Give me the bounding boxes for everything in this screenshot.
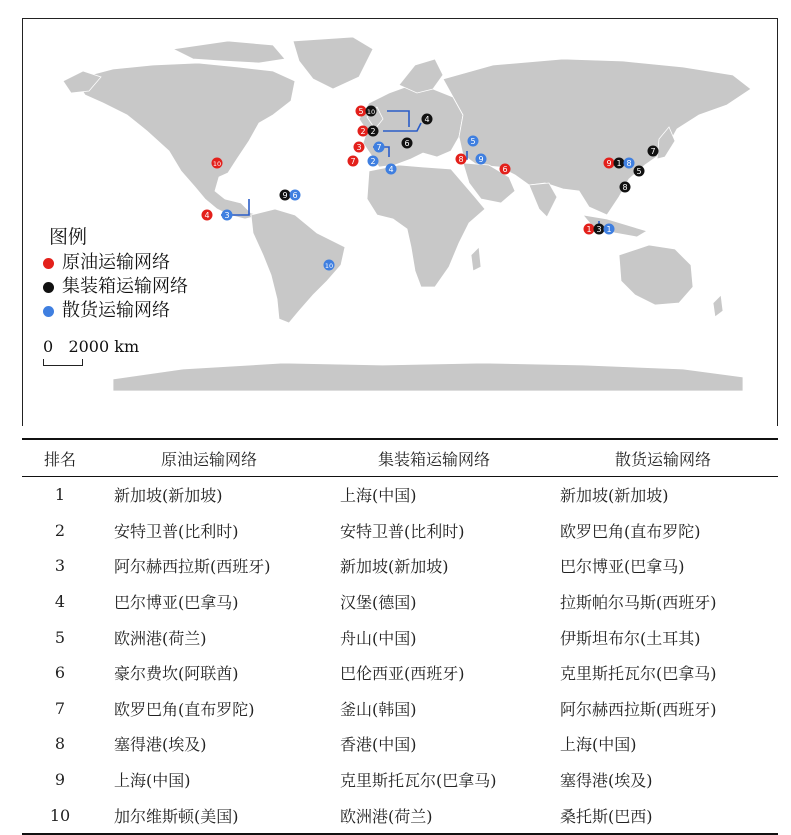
- table-row: [22, 691, 778, 727]
- cell-crude: 安特卫普(比利时): [114, 521, 239, 541]
- marker-rank-label: 2: [370, 157, 376, 166]
- legend-dot-crude: [43, 258, 54, 269]
- marker-rank-label: 1: [616, 159, 622, 168]
- cell-rank: 8: [54, 734, 66, 754]
- land-north-america: [75, 63, 298, 219]
- marker-rank-label: 3: [356, 143, 362, 152]
- marker-crude-9: [604, 158, 615, 169]
- legend-label-container: 集装箱运输网络: [62, 276, 188, 297]
- port-ranking-table: [22, 438, 778, 835]
- marker-container-5: [634, 166, 645, 177]
- marker-rank-label: 10: [366, 108, 376, 116]
- cell-crude: 欧洲港(荷兰): [114, 628, 207, 648]
- table-row: [22, 548, 778, 584]
- cell-crude: 豪尔费坎(阿联酋): [114, 664, 239, 684]
- marker-rank-label: 7: [350, 157, 356, 166]
- marker-container-3: [594, 224, 605, 235]
- marker-rank-label: 2: [370, 127, 376, 136]
- cell-rank: 1: [54, 485, 66, 505]
- cell-container: 舟山(中国): [340, 628, 417, 648]
- marker-rank-label: 6: [404, 139, 410, 148]
- legend-label-crude: 原油运输网络: [62, 252, 170, 273]
- marker-bulk-10: [324, 260, 335, 271]
- land-australia: [619, 245, 693, 305]
- header-crude: 原油运输网络: [160, 449, 257, 469]
- header-rank: 排名: [43, 449, 76, 469]
- table-body: [22, 477, 778, 834]
- cell-container: 香港(中国): [340, 735, 417, 755]
- marker-crude-2: [358, 126, 369, 137]
- cell-rank: 3: [54, 556, 66, 576]
- cell-bulk: 巴尔博亚(巴拿马): [560, 557, 685, 577]
- cell-container: 上海(中国): [340, 486, 417, 506]
- land-india: [529, 183, 557, 217]
- cell-crude: 新加坡(新加坡): [114, 486, 223, 506]
- marker-rank-label: 1: [586, 225, 592, 234]
- cell-rank: 5: [54, 627, 66, 647]
- scale-bar: [43, 337, 139, 356]
- marker-container-8: [620, 182, 631, 193]
- table-header-row: [22, 439, 778, 477]
- marker-crude-8: [456, 154, 467, 165]
- cell-crude: 塞得港(埃及): [114, 735, 207, 755]
- world-map-canvas: [23, 19, 779, 427]
- land-greenland: [293, 37, 373, 89]
- marker-container-7: [648, 146, 659, 157]
- marker-bulk-4: [386, 164, 397, 175]
- legend-item-bulk: [41, 299, 188, 323]
- marker-rank-label: 1: [606, 225, 612, 234]
- header-container: 集装箱运输网络: [377, 449, 490, 469]
- cell-rank: 7: [54, 698, 66, 718]
- marker-rank-label: 7: [376, 143, 382, 152]
- cell-bulk: 克里斯托瓦尔(巴拿马): [560, 664, 717, 684]
- cell-rank: 2: [54, 520, 66, 540]
- cell-bulk: 拉斯帕尔马斯(西班牙): [560, 593, 717, 613]
- cell-container: 釜山(韩国): [340, 699, 417, 719]
- cell-bulk: 欧罗巴角(直布罗陀): [560, 521, 701, 541]
- marker-rank-label: 7: [650, 147, 656, 156]
- legend-label-bulk: 散货运输网络: [62, 300, 170, 321]
- table-row: [22, 513, 778, 549]
- marker-rank-label: 6: [502, 165, 508, 174]
- marker-bulk-5: [468, 136, 479, 147]
- scale-bar-line: [43, 359, 83, 366]
- cell-crude: 加尔维斯顿(美国): [114, 806, 239, 826]
- legend-dot-container: [43, 282, 54, 293]
- header-bulk: 散货运输网络: [614, 449, 711, 469]
- table-row: [22, 655, 778, 691]
- map-legend: [41, 225, 188, 323]
- cell-rank: 10: [49, 805, 71, 825]
- cell-bulk: 伊斯坦布尔(土耳其): [560, 628, 701, 648]
- marker-rank-label: 3: [596, 225, 602, 234]
- marker-rank-label: 4: [424, 115, 430, 124]
- table-row: [22, 797, 778, 834]
- table-row: [22, 762, 778, 798]
- cell-container: 汉堡(德国): [340, 593, 417, 613]
- marker-rank-label: 10: [212, 160, 222, 168]
- marker-rank-label: 10: [324, 262, 334, 270]
- marker-bulk-9: [476, 154, 487, 165]
- marker-crude-5: [356, 106, 367, 117]
- marker-rank-label: 6: [292, 191, 298, 200]
- cell-crude: 欧罗巴角(直布罗陀): [114, 699, 255, 719]
- land-new-zealand: [713, 295, 723, 317]
- cell-container: 克里斯托瓦尔(巴拿马): [340, 771, 497, 791]
- marker-rank-label: 3: [224, 211, 230, 220]
- marker-rank-label: 4: [204, 211, 210, 220]
- marker-rank-label: 8: [458, 155, 464, 164]
- marker-container-6: [402, 138, 413, 149]
- cell-bulk: 新加坡(新加坡): [560, 486, 669, 506]
- marker-crude-6: [500, 164, 511, 175]
- table-row: [22, 619, 778, 655]
- land-antarctica: [113, 363, 743, 391]
- marker-rank-label: 9: [282, 191, 288, 200]
- landmasses: [63, 37, 751, 391]
- cell-rank: 4: [54, 592, 66, 612]
- cell-rank: 6: [54, 663, 66, 683]
- cell-bulk: 上海(中国): [560, 735, 637, 755]
- land-arctic-islands: [173, 41, 285, 63]
- marker-rank-label: 5: [470, 137, 476, 146]
- marker-crude-7: [348, 156, 359, 167]
- legend-item-container: [41, 275, 188, 299]
- marker-bulk-6: [290, 190, 301, 201]
- table-row: [22, 477, 778, 513]
- cell-bulk: 阿尔赫西拉斯(西班牙): [560, 699, 717, 719]
- cell-crude: 上海(中国): [114, 771, 191, 791]
- legend-dot-bulk: [43, 306, 54, 317]
- marker-bulk-1: [604, 224, 615, 235]
- marker-crude-4: [202, 210, 213, 221]
- cell-crude: 阿尔赫西拉斯(西班牙): [114, 557, 271, 577]
- marker-crude-3: [354, 142, 365, 153]
- marker-rank-label: 2: [360, 127, 366, 136]
- marker-container-1: [614, 158, 625, 169]
- marker-bulk-2: [368, 156, 379, 167]
- table-row: [22, 726, 778, 762]
- marker-container-9: [280, 190, 291, 201]
- cell-container: 新加坡(新加坡): [340, 557, 449, 577]
- cell-bulk: 桑托斯(巴西): [560, 806, 653, 826]
- marker-rank-label: 8: [622, 183, 628, 192]
- marker-container-2: [368, 126, 379, 137]
- legend-item-crude: [41, 251, 188, 275]
- marker-rank-label: 5: [358, 107, 364, 116]
- cell-container: 巴伦西亚(西班牙): [340, 664, 465, 684]
- cell-rank: 9: [54, 770, 66, 790]
- cell-container: 欧洲港(荷兰): [340, 806, 433, 826]
- marker-bulk-3: [222, 210, 233, 221]
- marker-rank-label: 5: [636, 167, 642, 176]
- cell-container: 安特卫普(比利时): [340, 521, 465, 541]
- marker-crude-10: [212, 158, 223, 169]
- world-map: [22, 18, 778, 426]
- cell-bulk: 塞得港(埃及): [560, 771, 653, 791]
- marker-rank-label: 8: [626, 159, 632, 168]
- marker-rank-label: 4: [388, 165, 394, 174]
- marker-crude-1: [584, 224, 595, 235]
- land-scandinavia: [399, 59, 443, 93]
- land-africa: [367, 165, 485, 287]
- legend-title: 图例: [49, 226, 88, 248]
- land-madagascar: [471, 247, 481, 271]
- scale-label: 0 2000 km: [43, 337, 140, 356]
- marker-rank-label: 9: [478, 155, 484, 164]
- table-row: [22, 584, 778, 620]
- marker-rank-label: 9: [606, 159, 612, 168]
- marker-bulk-7: [374, 142, 385, 153]
- marker-container-10: [366, 106, 377, 117]
- marker-bulk-8: [624, 158, 635, 169]
- cell-crude: 巴尔博亚(巴拿马): [114, 593, 239, 613]
- marker-container-4: [422, 114, 433, 125]
